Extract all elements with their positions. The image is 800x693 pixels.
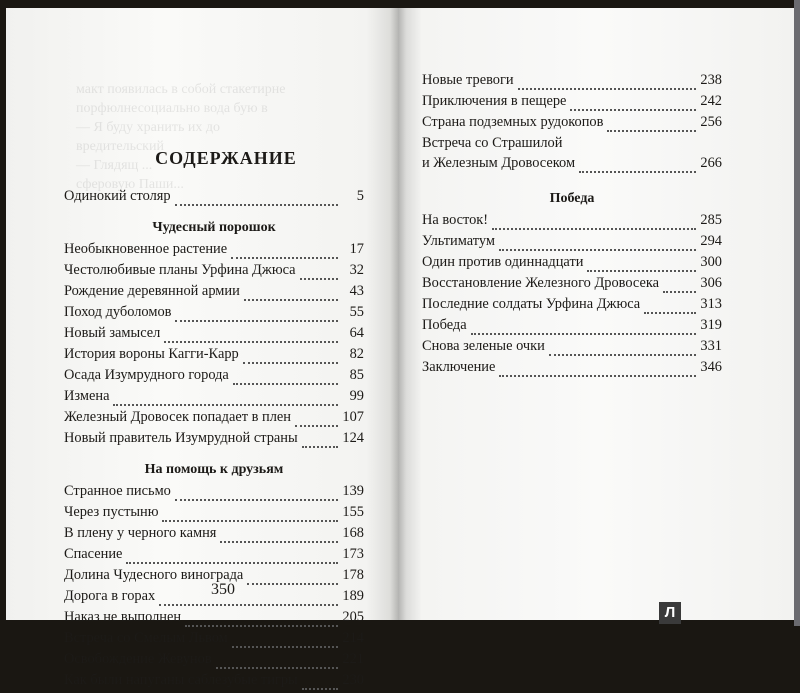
entry-page: 346	[700, 359, 722, 375]
entry-page: 221	[342, 651, 364, 667]
spine-shadow	[390, 8, 406, 620]
entry-title: Победа	[422, 317, 467, 333]
toc-entry[interactable]	[64, 283, 364, 304]
entry-title: Заключение	[422, 359, 496, 375]
entry-title: и Железным Дровосеком	[422, 155, 576, 171]
dot-leader	[126, 554, 338, 564]
cover-edge	[794, 0, 800, 626]
toc-entry[interactable]	[64, 651, 364, 672]
toc-entry[interactable]	[422, 93, 722, 114]
toc-entry[interactable]	[422, 338, 722, 359]
entry-page: 155	[342, 504, 364, 520]
bleed-through-text	[76, 80, 336, 194]
entry-title: Как были напуганы саблезубые тигры	[64, 672, 298, 688]
entry-title: Последние солдаты Урфина Джюса	[422, 296, 641, 312]
toc-entry[interactable]	[422, 114, 722, 135]
entry-page: 214	[342, 630, 364, 646]
toc-entry[interactable]	[422, 296, 722, 317]
dot-leader	[175, 312, 338, 322]
entry-title: Честолюбивые планы Урфина Джюса	[64, 262, 296, 278]
dot-leader	[232, 638, 338, 648]
section-heading: На помощь к друзьям	[144, 462, 284, 477]
entry-title: Страна подземных рудокопов	[422, 114, 604, 130]
toc-entry[interactable]	[64, 304, 364, 325]
dot-leader	[471, 325, 696, 335]
entry-title: Рождение деревянной армии	[64, 283, 240, 299]
entry-page: 306	[700, 275, 722, 291]
toc-entry[interactable]	[64, 630, 364, 651]
entry-page: 32	[349, 262, 364, 278]
entry-page: 124	[342, 430, 364, 446]
dot-leader	[159, 596, 338, 606]
entry-title: Ультиматум	[422, 233, 495, 249]
dot-leader	[499, 241, 696, 251]
dot-leader	[164, 333, 338, 343]
dot-leader	[300, 270, 338, 280]
entry-page: 168	[342, 525, 364, 541]
page-number: 350	[211, 581, 235, 598]
entry-page: 82	[349, 346, 364, 362]
entry-page: 55	[349, 304, 364, 320]
entry-title: Через пустыню	[64, 504, 159, 520]
entry-title: Дорога в горах	[64, 588, 156, 604]
entry-title: Один против одиннадцати	[422, 254, 584, 270]
entry-page: 266	[700, 155, 722, 171]
entry-page: 256	[700, 114, 722, 130]
toc-entry[interactable]	[64, 609, 364, 630]
section-heading: Чудесный порошок	[152, 220, 276, 235]
entry-page: 107	[342, 409, 364, 425]
entry-page: 178	[342, 567, 364, 583]
dot-leader	[518, 80, 696, 90]
entry-page: 285	[700, 212, 722, 228]
entry-title: Странное письмо	[64, 483, 171, 499]
toc-entry[interactable]	[64, 367, 364, 388]
entry-title: Приключения в пещере	[422, 93, 567, 109]
entry-page: 331	[700, 338, 722, 354]
dot-leader	[175, 491, 338, 501]
entry-page: 17	[349, 241, 364, 257]
entry-title: Новые тревоги	[422, 72, 514, 88]
dot-leader	[579, 163, 696, 173]
dot-leader	[233, 375, 338, 385]
toc-entry[interactable]	[422, 254, 722, 275]
ghost-line: вредительский	[76, 139, 164, 154]
dot-leader	[175, 196, 338, 206]
entry-page: 43	[349, 283, 364, 299]
contents-heading: СОДЕРЖАНИЕ	[155, 148, 297, 168]
entry-page: 85	[349, 367, 364, 383]
toc-entry[interactable]	[422, 135, 722, 176]
entry-title: История вороны Кагги-Карр	[64, 346, 239, 362]
ghost-line: макт появилась в собой стакетирне	[76, 82, 286, 97]
dot-leader	[243, 354, 338, 364]
entry-title: Железный Дровосек попадает в плен	[64, 409, 291, 425]
entry-title: Спасение	[64, 546, 123, 562]
entry-page: 99	[349, 388, 364, 404]
entry-page: 205	[342, 609, 364, 625]
entry-title: Восстановление Железного Дровосека	[422, 275, 660, 291]
entry-title: Поход дуболомов	[64, 304, 172, 320]
dot-leader	[247, 575, 338, 585]
toc-entry[interactable]	[64, 409, 364, 430]
toc-entry[interactable]	[64, 525, 364, 546]
entry-page: 64	[349, 325, 364, 341]
dot-leader	[644, 304, 696, 314]
entry-title: Необыкновенное растение	[64, 241, 228, 257]
dot-leader	[220, 533, 338, 543]
watermark-logo: Л	[659, 602, 681, 624]
dot-leader	[162, 512, 338, 522]
toc-entry[interactable]	[64, 346, 364, 367]
entry-page: 5	[356, 188, 364, 204]
entry-title: Встреча со Страшилой	[422, 135, 563, 151]
toc-entry[interactable]	[64, 188, 364, 209]
dot-leader	[302, 680, 338, 690]
entry-title: В плену у черного камня	[64, 525, 217, 541]
entry-title: Наказ не выполнен	[64, 609, 182, 625]
dot-leader	[607, 122, 696, 132]
right-toc	[422, 72, 722, 380]
entry-title: Новый правитель Изумрудной страны	[64, 430, 298, 446]
entry-title: На восток!	[422, 212, 489, 228]
left-toc	[64, 188, 364, 693]
entry-title: Одинокий столяр	[64, 188, 171, 204]
dot-leader	[231, 249, 338, 259]
entry-line	[422, 155, 722, 176]
entry-title: Снова зеленые очки	[422, 338, 545, 354]
toc-entry[interactable]	[64, 241, 364, 262]
entry-page: 189	[342, 588, 364, 604]
toc-entry[interactable]	[64, 504, 364, 525]
entry-title: Встреча со Смелым Львом	[64, 630, 228, 646]
entry-page: 238	[700, 72, 722, 88]
dot-leader	[302, 438, 338, 448]
left-page	[6, 8, 398, 688]
entry-page: 300	[700, 254, 722, 270]
toc-entry[interactable]	[422, 233, 722, 254]
toc-entry[interactable]	[422, 212, 722, 233]
toc-entry[interactable]	[64, 546, 364, 567]
toc-entry[interactable]	[422, 72, 722, 93]
entry-page: 319	[700, 317, 722, 333]
toc-entry[interactable]	[64, 672, 364, 693]
toc-entry[interactable]	[422, 317, 722, 338]
dot-leader	[570, 101, 696, 111]
dot-leader	[244, 291, 338, 301]
entry-page: 313	[700, 296, 722, 312]
entry-title: Новый замысел	[64, 325, 161, 341]
toc-entry[interactable]	[64, 388, 364, 409]
open-book	[6, 8, 796, 688]
dot-leader	[587, 262, 696, 272]
entry-title: Измена	[64, 388, 110, 404]
toc-entry[interactable]	[64, 430, 364, 451]
ghost-line: сферовую Паши...	[76, 177, 184, 192]
entry-page: 173	[342, 546, 364, 562]
toc-entry[interactable]	[422, 359, 722, 380]
toc-entry[interactable]	[64, 262, 364, 283]
dot-leader	[549, 346, 696, 356]
dot-leader	[295, 417, 338, 427]
section-heading: Победа	[549, 191, 595, 206]
entry-title: Осада Изумрудного города	[64, 367, 229, 383]
toc-entry[interactable]	[422, 275, 722, 296]
entry-page: 230	[342, 672, 364, 688]
ghost-line: порфюлнесоциально вода бую в	[76, 101, 268, 116]
dot-leader	[499, 367, 696, 377]
dot-leader	[663, 283, 696, 293]
entry-title: Освобождение Жевунов	[64, 651, 212, 667]
dot-leader	[492, 220, 696, 230]
dot-leader	[216, 659, 338, 669]
entry-page: 242	[700, 93, 722, 109]
entry-page: 294	[700, 233, 722, 249]
entry-page: 139	[342, 483, 364, 499]
ghost-line: — Я буду хранить их до	[76, 120, 220, 135]
toc-entry[interactable]	[64, 483, 364, 504]
ghost-line: — Глядящ ...	[76, 158, 153, 173]
entry-title: Долина Чудесного винограда	[64, 567, 244, 583]
dot-leader	[185, 617, 338, 627]
spacer	[422, 176, 722, 186]
dot-leader	[113, 396, 338, 406]
toc-entry[interactable]	[64, 325, 364, 346]
